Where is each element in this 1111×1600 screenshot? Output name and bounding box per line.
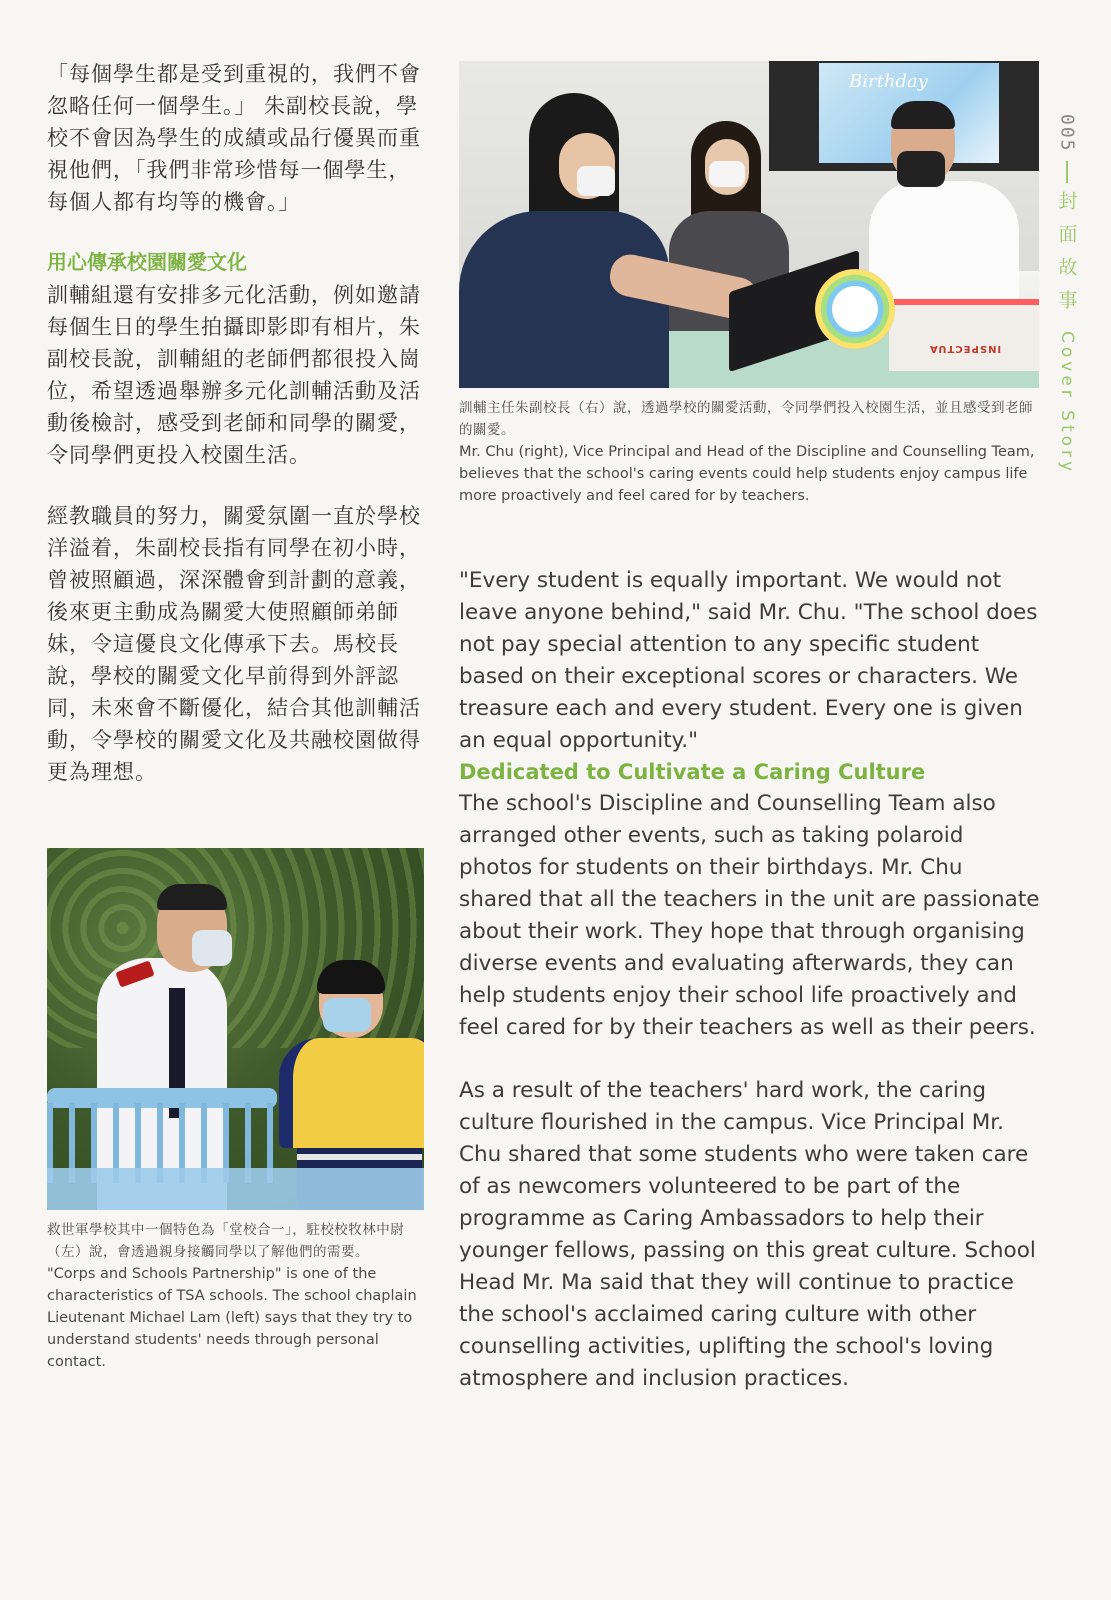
side-divider: [1066, 161, 1068, 183]
body-paragraph-zh-1: 訓輔組還有安排多元化活動，例如邀請每個生日的學生拍攝即影即有相片，朱副校長說，訓輔組的老師們都很投入崗位，希望透過舉辦多元化訓輔活動及活動後檢討，感受到老師和同學的關愛，令同學們更投入校園生活。: [47, 283, 421, 467]
intro-paragraph-en: "Every student is equally important. We would not leave anyone behind," said Mr. Chu. "The school does not pay special attention to any specific student based on their exceptional scores or characters. We treasure each and every student. Every one is given an equal opportunity.": [459, 568, 1038, 753]
side-section-label: [1052, 114, 1082, 475]
section-heading-en: Dedicated to Cultivate a Caring Culture: [459, 760, 926, 784]
photo-top-caption: [459, 397, 1041, 507]
rainbow-sign-icon: [815, 269, 895, 349]
page-number: 005: [1056, 114, 1078, 153]
photo-top-caption-zh: 訓輔主任朱副校長（右）說，透過學校的關愛活動，令同學們投入校園生活，並且感受到老師的關愛。: [459, 400, 1033, 438]
photo-bottom-caption: [47, 1219, 425, 1373]
section-title-zh: 封面故事: [1055, 190, 1078, 323]
screen-text: Birthday: [849, 71, 928, 92]
photo-bottom-caption-en: "Corps and Schools Partnership" is one of the characteristics of TSA schools. The school chaplain Lieutenant Michael Lam (left) says that they try to understand students' needs through personal contact.: [47, 1266, 417, 1370]
chaplain-student-photo: [47, 848, 424, 1210]
body-paragraph-en-2: As a result of the teachers' hard work, the caring culture flourished in the campus. Vice Principal Mr. Chu shared that some students who were taken care of as newcomers volunteered to be part of the programme as Caring Ambassadors to help their younger fellows, passing on this great culture. School Head Mr. Ma said that they will continue to practice the school's acclaimed caring culture with other counselling activities, uplifting the school's loving atmosphere and inclusion practices.: [459, 1078, 1036, 1391]
box-label: INSPECTUA: [929, 343, 1002, 354]
section-title-en: Cover Story: [1057, 330, 1077, 475]
body-paragraph-en-1: The school's Discipline and Counselling Team also arranged other events, such as taking polaroid photos for students on their birthdays. Mr. Chu shared that all the teachers in the unit are passionate about their work. They hope that through organising diverse events and evaluating afterwards, they can help students enjoy their school life proactively and feel cared for by their teachers as well as their peers.: [459, 791, 1040, 1040]
body-paragraph-zh-2: 經教職員的努力，關愛氛圍一直於學校洋溢着，朱副校長指有同學在初小時，曾被照顧過，深深體會到計劃的意義，後來更主動成為關愛大使照顧師弟師妹，令這優良文化傳承下去。馬校長說，學校的關愛文化早前得到外評認同，未來會不斷優化，結合其他訓輔活動，令學校的關愛文化及共融校園做得更為理想。: [47, 504, 421, 784]
photo-top-caption-en: Mr. Chu (right), Vice Principal and Head of the Discipline and Counselling Team, believes that the school's caring events could help students enjoy campus life more proactively and feel cared for by teachers.: [459, 444, 1035, 504]
photo-bottom-caption-zh: 救世軍學校其中一個特色為「堂校合一」，駐校校牧林中尉（左）說，會透過親身接觸同學以了解他們的需要。: [47, 1222, 405, 1260]
section-heading-zh: 用心傳承校園關愛文化: [47, 250, 247, 274]
classroom-photo: [459, 61, 1039, 388]
intro-paragraph-zh: 「每個學生都是受到重視的，我們不會忽略任何一個學生。」 朱副校長說，學校不會因為學生的成績或品行優異而重視他們，「我們非常珍惜每一個學生，每個人都有均等的機會。」: [47, 62, 421, 214]
